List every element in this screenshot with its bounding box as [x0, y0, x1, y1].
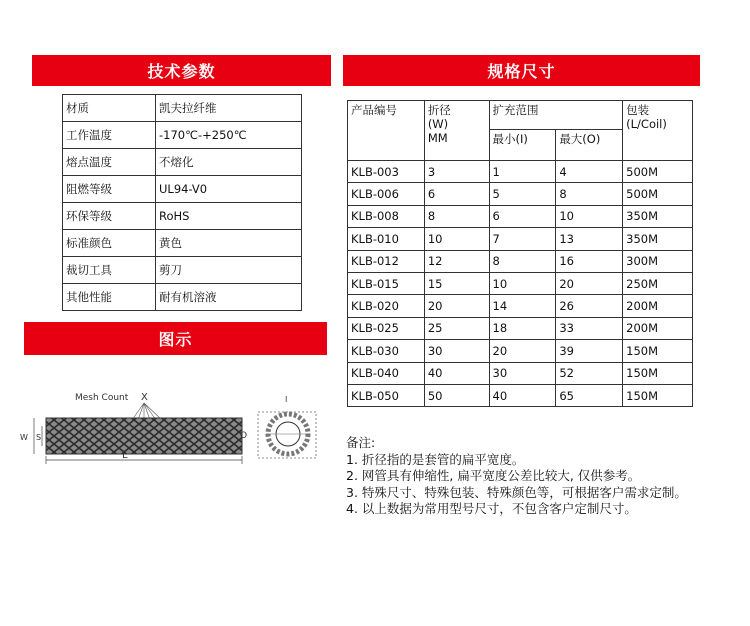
min-value: 10 — [489, 272, 556, 294]
braided-sleeve — [46, 418, 242, 454]
min-value: 6 — [489, 205, 556, 227]
dim-l-label: L — [122, 450, 128, 461]
max-value: 4 — [556, 161, 623, 183]
table-row — [63, 176, 302, 203]
table-row — [348, 250, 693, 272]
spec-size-banner — [343, 55, 700, 86]
max-value: 65 — [556, 384, 623, 406]
table-header-row — [348, 101, 693, 130]
table-row — [63, 203, 302, 230]
min-value: 7 — [489, 228, 556, 250]
min-value: 18 — [489, 317, 556, 339]
dim-s-label: S — [36, 433, 42, 442]
pack-value: 150M — [623, 384, 693, 406]
spec-rows — [348, 161, 693, 407]
note-item: 1. 折径指的是套管的扁平宽度。 — [346, 451, 525, 467]
pack-value: 350M — [623, 228, 693, 250]
width-value: 20 — [424, 295, 489, 317]
product-code: KLB-015 — [348, 272, 425, 294]
pack-value: 150M — [623, 340, 693, 362]
width-value: 3 — [424, 161, 489, 183]
leader-lines — [132, 403, 162, 420]
width-value: 25 — [424, 317, 489, 339]
note-item: 2. 网管具有伸缩性, 扁平宽度公差比较大, 仅供参考。 — [346, 468, 641, 483]
figure-title: 图示 — [158, 330, 193, 349]
width-value: 15 — [424, 272, 489, 294]
product-code: KLB-006 — [348, 183, 425, 205]
table-row — [63, 257, 302, 284]
product-code: KLB-040 — [348, 362, 425, 384]
pack-value: 250M — [623, 272, 693, 294]
width-value: 50 — [424, 384, 489, 406]
width-value: 10 — [424, 228, 489, 250]
max-value: 26 — [556, 295, 623, 317]
table-row — [348, 228, 693, 250]
product-code: KLB-008 — [348, 205, 425, 227]
product-code: KLB-012 — [348, 250, 425, 272]
table-row — [348, 272, 693, 294]
param-name: 熔点温度 — [63, 149, 156, 176]
param-name: 工作温度 — [63, 122, 156, 149]
table-row — [348, 161, 693, 183]
table-row — [348, 295, 693, 317]
pack-value: 350M — [623, 205, 693, 227]
sleeve-diagram — [4, 372, 324, 472]
pack-value: 200M — [623, 295, 693, 317]
pack-value: 150M — [623, 362, 693, 384]
width-value: 8 — [424, 205, 489, 227]
max-value: 20 — [556, 272, 623, 294]
param-name: 裁切工具 — [63, 257, 156, 284]
table-row — [348, 183, 693, 205]
max-value: 52 — [556, 362, 623, 384]
table-row — [348, 317, 693, 339]
max-value: 10 — [556, 205, 623, 227]
product-code: KLB-025 — [348, 317, 425, 339]
table-row — [348, 205, 693, 227]
table-row — [63, 230, 302, 257]
spec-size-table — [347, 100, 693, 407]
mesh-x-label: X — [141, 392, 148, 403]
width-value: 40 — [424, 362, 489, 384]
param-value: 不熔化 — [156, 149, 302, 176]
pack-value: 300M — [623, 250, 693, 272]
table-row — [63, 122, 302, 149]
header-width: 折径 (W) MM — [424, 101, 489, 161]
tech-params-banner — [32, 55, 331, 86]
min-value: 8 — [489, 250, 556, 272]
product-code: KLB-010 — [348, 228, 425, 250]
max-value: 39 — [556, 340, 623, 362]
pack-value: 200M — [623, 317, 693, 339]
max-value: 8 — [556, 183, 623, 205]
table-row — [348, 384, 693, 406]
header-code: 产品编号 — [348, 101, 425, 161]
param-name: 材质 — [63, 95, 156, 122]
table-row — [63, 95, 302, 122]
product-code: KLB-050 — [348, 384, 425, 406]
product-code: KLB-030 — [348, 340, 425, 362]
min-value: 20 — [489, 340, 556, 362]
header-range: 扩充范围 — [489, 101, 623, 130]
min-value: 14 — [489, 295, 556, 317]
param-name: 其他性能 — [63, 284, 156, 311]
param-value: 黄色 — [156, 230, 302, 257]
table-row — [348, 340, 693, 362]
min-value: 40 — [489, 384, 556, 406]
param-value: UL94-V0 — [156, 176, 302, 203]
product-code: KLB-003 — [348, 161, 425, 183]
width-value: 6 — [424, 183, 489, 205]
header-pack: 包装 (L/Coil) — [623, 101, 693, 161]
notes — [346, 435, 746, 518]
cross-section — [258, 412, 316, 458]
tech-params-title: 技术参数 — [147, 62, 216, 81]
mesh-count-label: Mesh Count — [75, 393, 129, 403]
param-name: 阻燃等级 — [63, 176, 156, 203]
dim-w-label: W — [20, 433, 28, 442]
product-code: KLB-020 — [348, 295, 425, 317]
min-value: 30 — [489, 362, 556, 384]
param-value: 凯夫拉纤维 — [156, 95, 302, 122]
param-value: -170℃-+250℃ — [156, 122, 302, 149]
note-item: 3. 特殊尺寸、特殊包装、特殊颜色等，可根据客户需求定制。 — [346, 484, 687, 500]
note-item: 4. 以上数据为常用型号尺寸，不包含客户定制尺寸。 — [346, 501, 637, 516]
notes-title: 备注: — [346, 435, 376, 450]
width-value: 12 — [424, 250, 489, 272]
max-value: 13 — [556, 228, 623, 250]
dim-i-label: I — [285, 395, 288, 404]
param-name: 环保等级 — [63, 203, 156, 230]
max-value: 33 — [556, 317, 623, 339]
header-max: 最大(O) — [556, 130, 623, 161]
max-value: 16 — [556, 250, 623, 272]
table-row — [63, 284, 302, 311]
width-value: 30 — [424, 340, 489, 362]
tech-params-table — [62, 94, 302, 311]
dim-o-label: O — [240, 431, 248, 441]
param-value: 耐有机溶液 — [156, 284, 302, 311]
param-value: RoHS — [156, 203, 302, 230]
min-value: 1 — [489, 161, 556, 183]
table-row — [63, 149, 302, 176]
min-value: 5 — [489, 183, 556, 205]
pack-value: 500M — [623, 183, 693, 205]
param-name: 标准颜色 — [63, 230, 156, 257]
pack-value: 500M — [623, 161, 693, 183]
figure-banner — [24, 322, 327, 355]
spec-size-title: 规格尺寸 — [487, 62, 556, 81]
param-value: 剪刀 — [156, 257, 302, 284]
table-row — [348, 362, 693, 384]
header-min: 最小(I) — [489, 130, 556, 161]
